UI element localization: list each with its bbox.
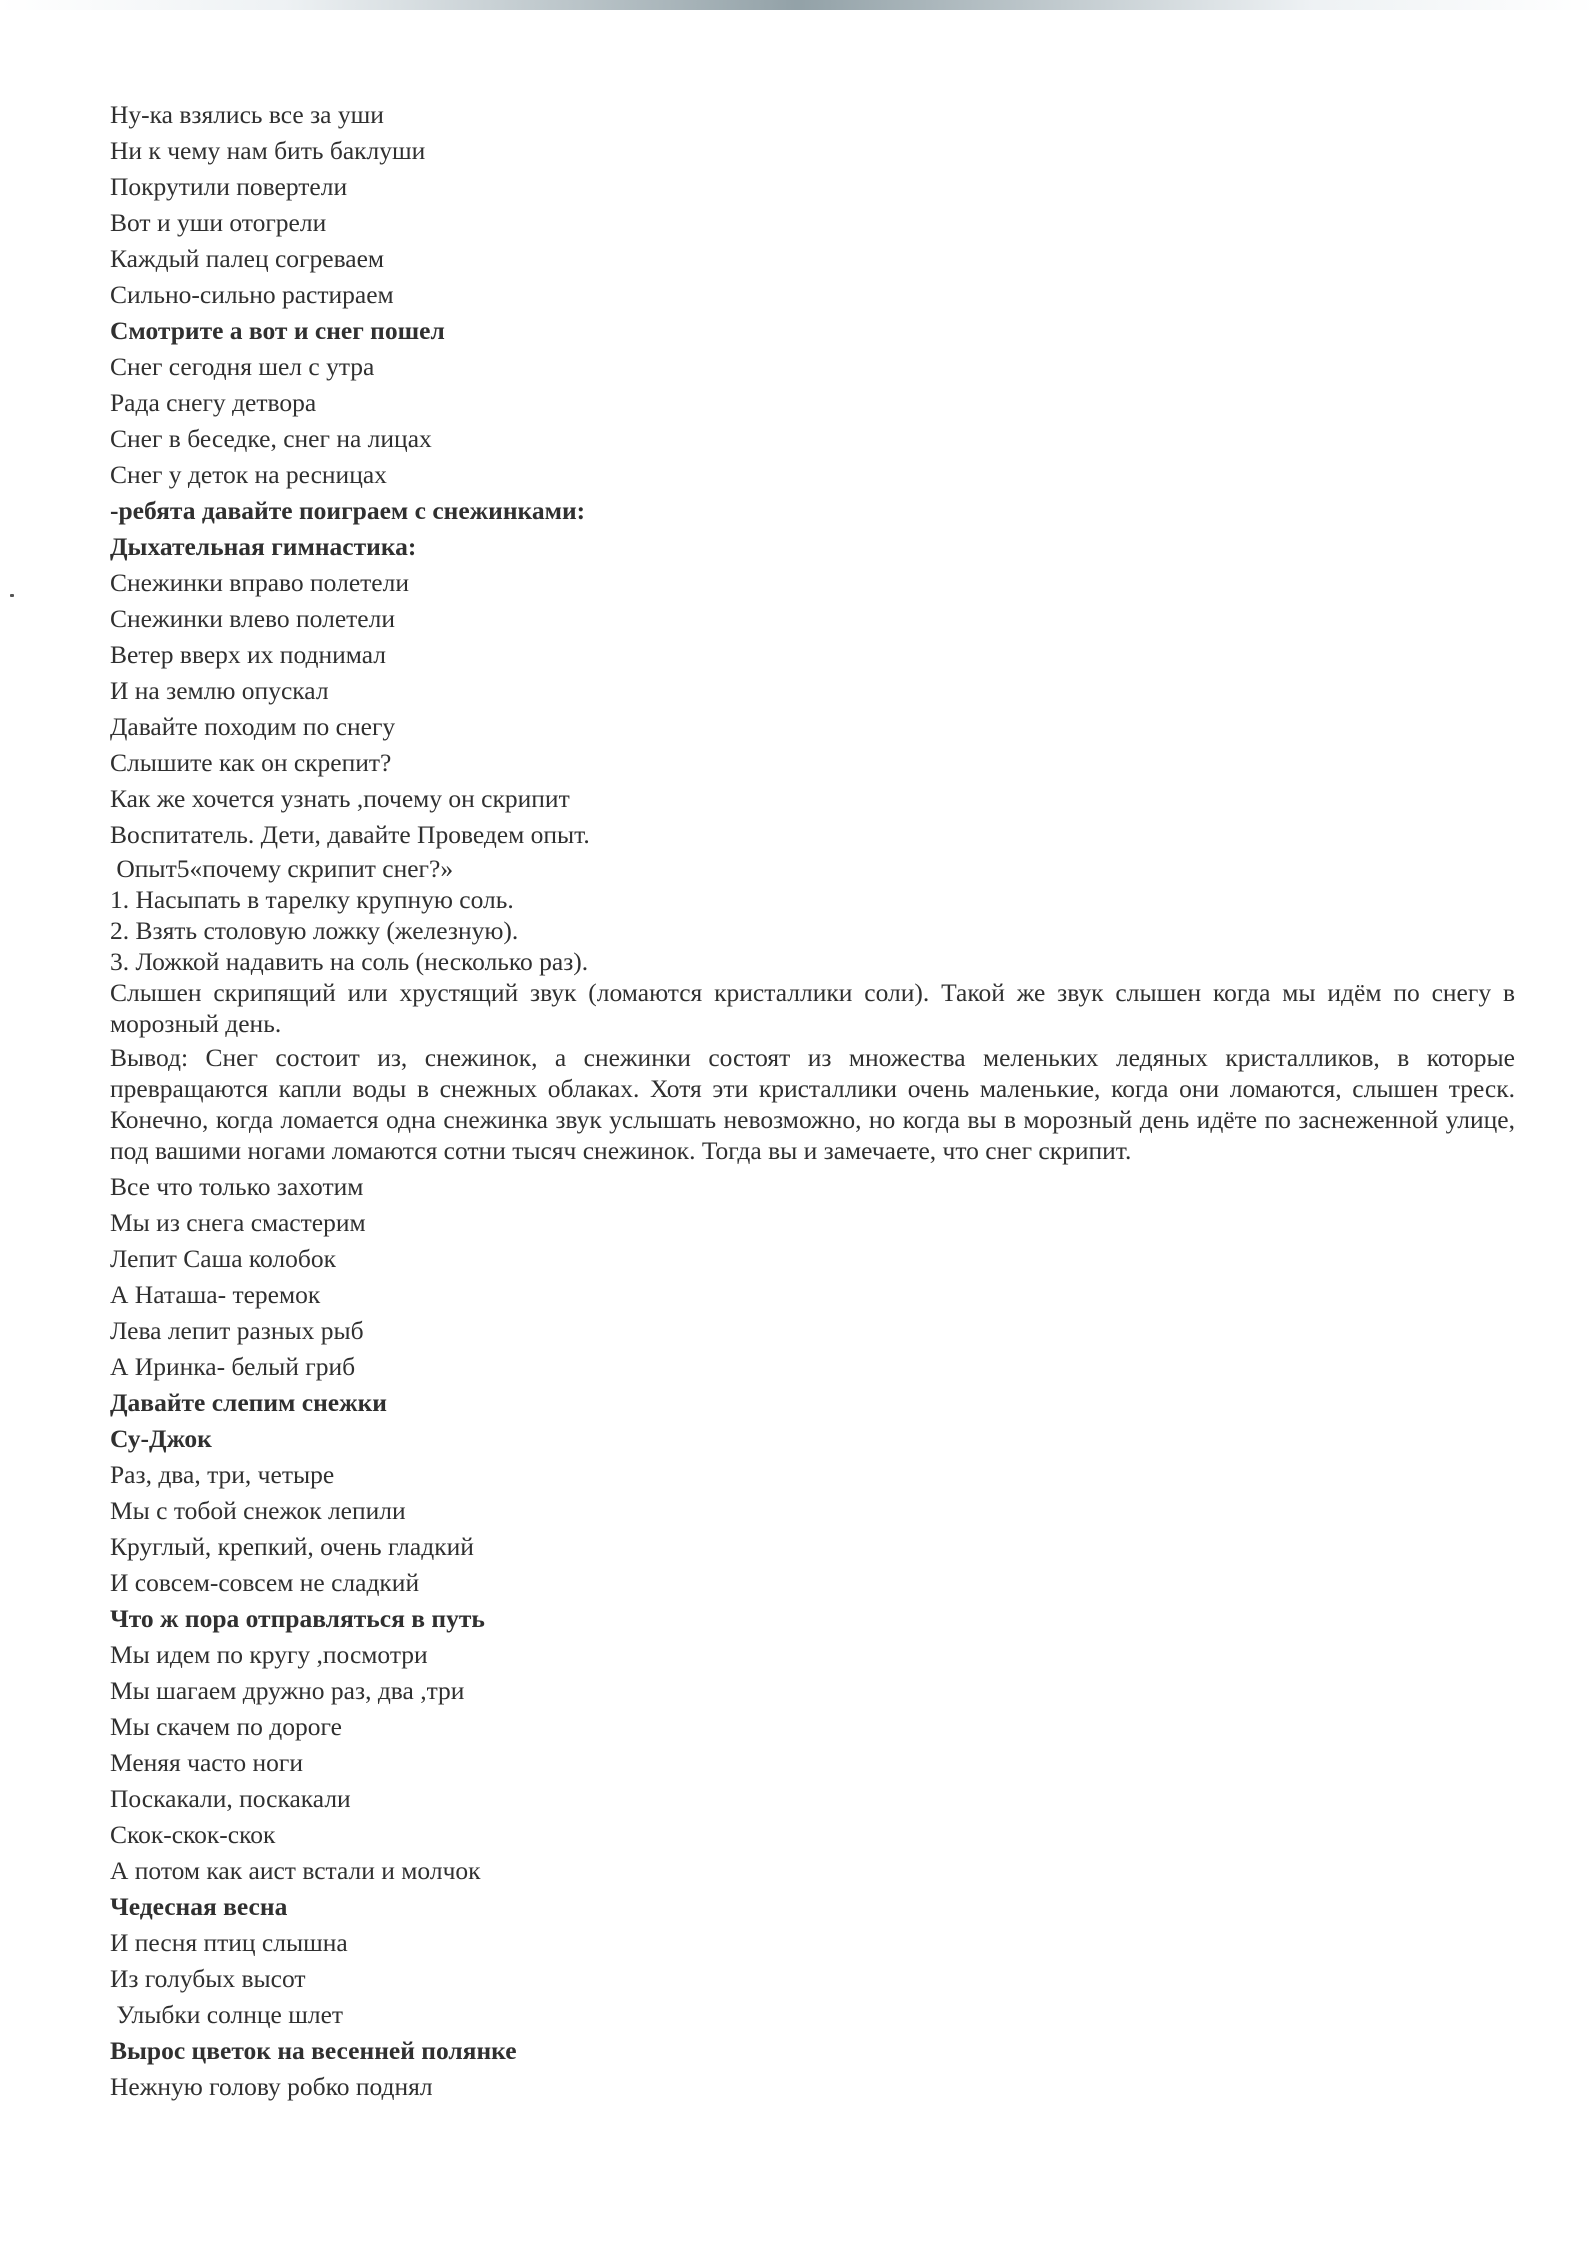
text-line: И совсем-совсем не сладкий [110, 1568, 420, 1597]
text-line: Ну-ка взялись все за уши [110, 100, 384, 129]
text-line: Вот и уши отогрели [110, 208, 327, 237]
scan-edge [0, 0, 1596, 10]
experiment-steps [110, 884, 1515, 977]
text-line: Мы скачем по дороге [110, 1712, 342, 1741]
poem-block-games [110, 1169, 1515, 2105]
text-line: А Наташа- теремок [110, 1280, 321, 1309]
text-line: Раз, два, три, четыре [110, 1460, 335, 1489]
text-line: Снег у деток на ресницах [110, 460, 387, 489]
step-item: 3. Ложкой надавить на соль (несколько раз). [110, 947, 589, 976]
poem-block-warmup [110, 97, 1515, 853]
text-line: Улыбки солнце шлет [110, 2000, 344, 2029]
text-line: Давайте походим по снегу [110, 712, 396, 741]
text-line: Воспитатель. Дети, давайте Проведем опыт. [110, 820, 590, 849]
text-line: И на землю опускал [110, 676, 329, 705]
text-line: Ни к чему нам бить баклуши [110, 136, 426, 165]
text-line: Нежную голову робко поднял [110, 2072, 433, 2101]
step-item: 2. Взять столовую ложку (железную). [110, 916, 519, 945]
text-line: Снег в беседке, снег на лицах [110, 424, 432, 453]
heading-line: Чедесная весна [110, 1892, 288, 1921]
text-line: Все что только захотим [110, 1172, 364, 1201]
text-line: Из голубых высот [110, 1964, 306, 1993]
text-line: Лева лепит разных рыб [110, 1316, 364, 1345]
text-line: Лепит Саша колобок [110, 1244, 337, 1273]
text-line: А Иринка- белый гриб [110, 1352, 356, 1381]
heading-line: Что ж пора отправляться в путь [110, 1604, 485, 1633]
text-line: Покрутили повертели [110, 172, 348, 201]
text-line: И песня птиц слышна [110, 1928, 348, 1957]
text-line: Сильно-сильно растираем [110, 280, 394, 309]
text-line: Ветер вверх их поднимал [110, 640, 386, 669]
text-line: Меняя часто ноги [110, 1748, 304, 1777]
text-line: Снежинки влево полетели [110, 604, 395, 633]
heading-line: Су-Джок [110, 1424, 212, 1453]
paragraph-conclusion: Вывод: Снег состоит из, снежинок, а снежинки состоят из множества меленьких ледяных кристалликов, в которые превращаются капли воды в снежных облаках. Хотя эти кристаллики очень маленькие, когда они ломаются, слышен треск. Конечно, когда ломается одна снежинка звук услышать невозможно, но когда вы в морозный день идёте по заснеженной улице, под вашими ногами ломаются сотни тысяч снежинок. Тогда вы и замечаете, что снег скрипит. [110, 1043, 1515, 1165]
text-line: Каждый палец согреваем [110, 244, 385, 273]
text-line: Мы идем по кругу ,посмотри [110, 1640, 428, 1669]
text-line: Поскакали, поскакали [110, 1784, 351, 1813]
experiment-title: Опыт5«почему скрипит снег?» [110, 854, 454, 883]
text-line: А потом как аист встали и молчок [110, 1856, 481, 1885]
text-line: Скок-скок-скок [110, 1820, 276, 1849]
text-line: Снежинки вправо полетели [110, 568, 409, 597]
text-line: Круглый, крепкий, очень гладкий [110, 1532, 474, 1561]
text-line: Снег сегодня шел с утра [110, 352, 375, 381]
text-line: Мы с тобой снежок лепили [110, 1496, 406, 1525]
scan-speck [10, 594, 14, 597]
heading-line: Смотрите а вот и снег пошел [110, 316, 445, 345]
heading-line: Дыхательная гимнастика: [110, 532, 417, 561]
text-line: Слышите как он скрепит? [110, 748, 392, 777]
heading-line: Вырос цветок на весенней полянке [110, 2036, 517, 2065]
document-page [110, 97, 1515, 2105]
step-item: 1. Насыпать в тарелку крупную соль. [110, 885, 514, 914]
text-line: Мы шагаем дружно раз, два ,три [110, 1676, 465, 1705]
heading-line: Давайте слепим снежки [110, 1388, 388, 1417]
text-line: Мы из снега смастерим [110, 1208, 366, 1237]
text-line: Как же хочется узнать ,почему он скрипит [110, 784, 570, 813]
paragraph-sound: Слышен скрипящий или хрустящий звук (ломаются кристаллики соли). Такой же звук слышен когда мы идём по снегу в морозный день. [110, 978, 1515, 1038]
heading-line: -ребята давайте поиграем с снежинками: [110, 496, 586, 525]
text-line: Рада снегу детвора [110, 388, 317, 417]
